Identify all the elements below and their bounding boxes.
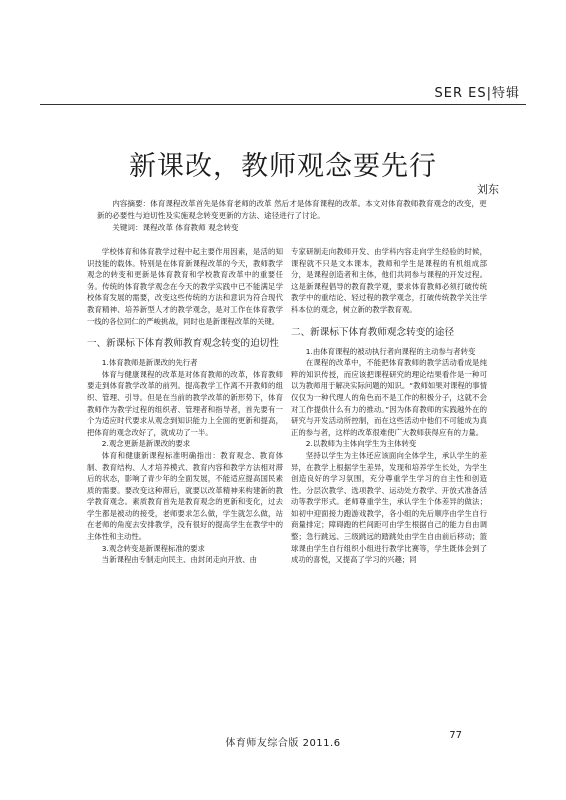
subsection-heading: 2.以教师为主体向学生为主体转变 [305,439,417,449]
paragraph: 学校体育和体育教学过程中起主要作用因素，是活的知识技能的载体。特别是在体育新课程改革的今天，教师教学观念的转变和更新是体育教育和学校教育改革中的重要任务。传统的体育教学观念在今天的教学实践中已不能满足学校体育发展的需要，改变这些传统的方法和意识为符合现代教育精神、培养新型人才的教学观念，是对工作在体育教学一线的各位同仁的严峻挑战，同时也是新课程改革的关键。 [87,247,283,326]
subsection-heading: 2.观念更新是新课改的要求 [101,439,191,449]
right-column [291,246,487,566]
paragraph: 坚持以学生为主体还应该面向全体学生，承认学生的差异，在教学上根据学生差异，发现和培养学生长处，为学生创造良好的学习氛围，充分尊重学生学习的自主性和创造性。分层次教学、选项教学、运动处方教学、开放式准备活动等教学形式。老师尊重学生，承认学生个体差异的做法；如初中迎面接力跑游戏教学，各小组的先后顺序由学生自行商量排定；障碍跑的栏间距可由学生根据自己的能力自由调整；急行跳远、三级跳远的踏跳处由学生自由前后移动；篮球课由学生自行组织小组进行教学比赛等，学生既体会到了成功的喜悦，又提高了学习的兴趣；同 [291,450,487,565]
column-header: SER ES|特辑 [434,86,520,101]
page-number: 77 [449,730,462,741]
subsection-heading: 1.体育教师是新课改的先行者 [101,358,198,368]
paragraph: 体育和健康新课程标准明确指出：教育观念、教育体制、教育结构、人才培养模式、教育内容和教学方法相对滞后的状态，影响了青少年的全面发展，不能适应提高国民素质的需要。要改变这种滞后，就要以改革精神来构建新的教学教育观念。素质教育首先是教育观念的更新和变化，过去学生都是被动的接受，老师要求怎么做，学生就怎么做，站在老师的角度去安排教学，没有很好的提高学生在教学中的主体性和主动性。 [87,450,283,542]
subsection-heading: 1.由体育课程的被动执行者向课程的主动参与者转变 [305,346,476,356]
paragraph: 在课程的改革中，不能把体育教师的教学活动看成是纯粹的知识传授，而应该把课程研究的理论结果看作是一种可以为教师用于解决实际问题的知识。“教师如果对课程的事情仅仅为一种代理人的角色而不是工作的积极分子，这就不会对工作提供什么有力的推动。”因为体育教师的实践越外在的研究与开发活动所控制，而在这些活动中他们不可能成为真正的参与者，这样的改革很难使广大教师获得应有的力量。 [291,358,487,437]
header-rule [40,104,526,105]
paragraph: 专家研制走向教师开发、由学科内容走向学生经验的时候，课程就不只是文本课本，教师和学生是课程的有机组成部分，是课程创造者和主体，他们共同参与课程的开发过程。这是新课程倡导的教育教学观，要求体育教师必须打破传统教学中的重结论、轻过程的教学观念，打破传统教学关注学科本位的观念，树立新的教学教育观。 [291,247,487,314]
article-author: 刘东 [477,183,499,196]
footer-magazine: 体育师友综合版 2011.6 [225,738,341,749]
paragraph: 体育与健康课程的改革是对体育教师的改革，体育教师要走到体育教学改革的前列。提高教学工作离不开教师的组织、管理、引导。但是在当前的教学改革的新形势下，体育教师作为教学过程的组织者、管理者和指导者，首先要有一个为适应时代要求从观念到知识能力上全面的更新和提高，把体育的观念改好了，就成功了一半。 [87,369,283,437]
article-title: 新课改，教师观念要先行 [129,151,437,182]
abstract-text: 内容摘要：体育课程改革首先是体育老师的改革 然后才是体育课程的改革。本文对体育教师教育观念的改变，更新的必要性与迫切性及实施观念转变更新的方法、途径进行了讨论。 [97,199,487,220]
left-column [87,246,283,566]
section-heading: 二、新课标下体育教师观念转变的途径 [291,326,455,338]
keywords-text: 关键词：课程改革 体育教师 观念转变 [112,223,239,232]
paragraph: 当新课程由专制走向民主、由封闭走向开放、由 [101,555,258,565]
section-heading: 一、新课标下体育教师教育观念转变的迫切性 [87,338,279,350]
subsection-heading: 3.观念转变是新课程标准的要求 [101,543,205,553]
abstract-block [97,198,489,234]
